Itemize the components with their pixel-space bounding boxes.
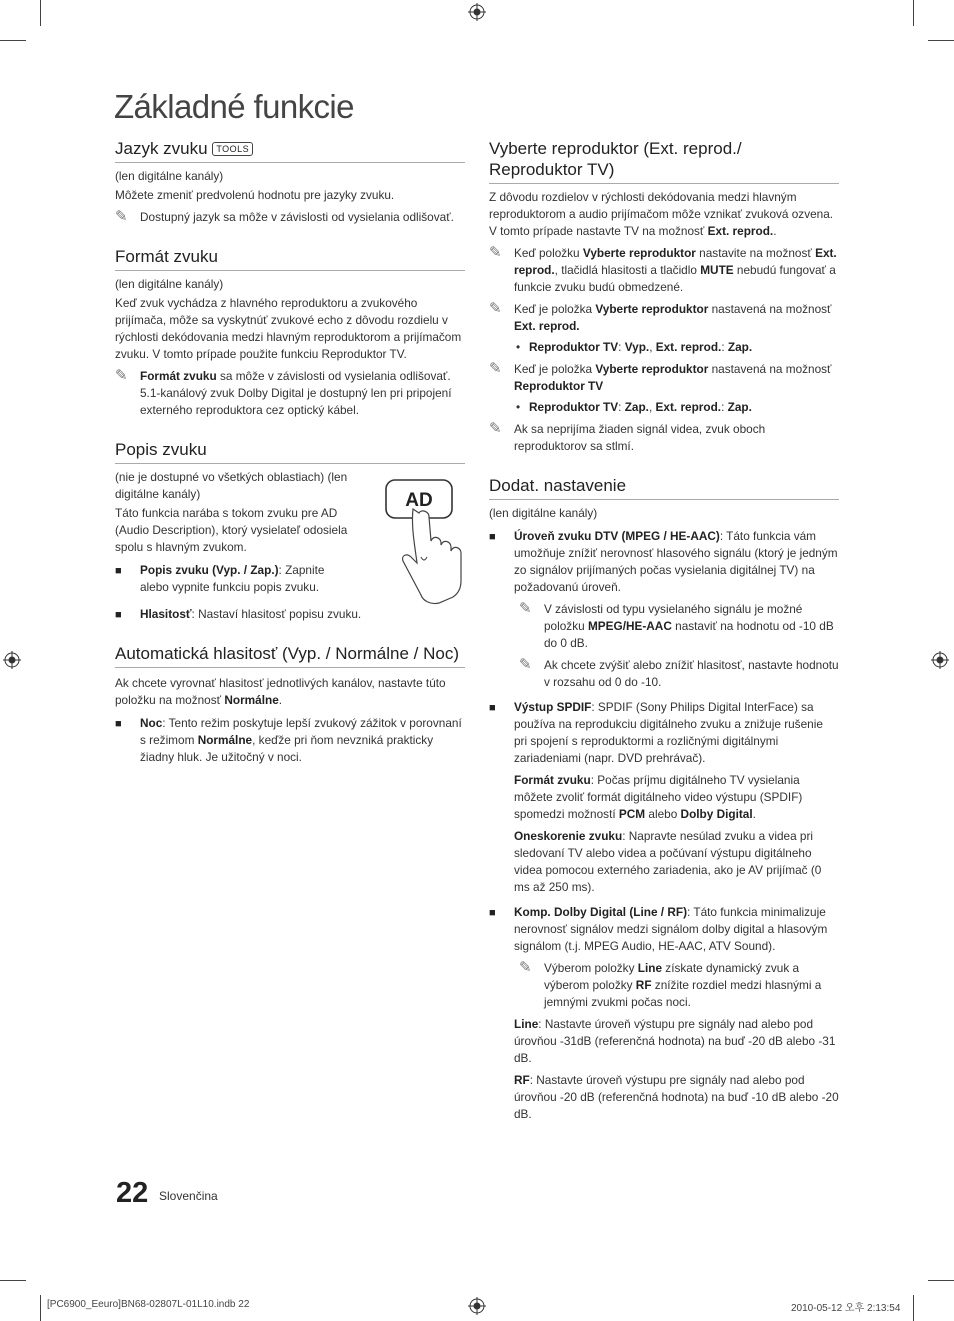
note: ✎ Výberom položky Line získate dynamický zvuk a výberom položky RF znížite rozdiel medzi hlasnými a jemnými zvukmi počas noci. <box>519 959 822 1009</box>
crop-mark <box>928 40 954 41</box>
paragraph: (len digitálne kanály) <box>115 169 224 183</box>
note-icon: ✎ <box>115 208 128 225</box>
registration-mark-icon <box>468 1297 486 1315</box>
square-bullet-icon: ■ <box>489 531 496 543</box>
note-icon: ✎ <box>519 656 532 673</box>
square-bullet-icon: ■ <box>115 718 122 730</box>
registration-mark-icon <box>931 651 949 669</box>
paragraph: Z dôvodu rozdielov v rýchlosti dekódovania medzi hlavným reproduktorom a audio prijímačom môže vznikať zvuková ozvena. V tomto prípade nastavte TV na možnosť Ext. reprod.. <box>489 190 834 238</box>
note: ✎ Keď je položka Vyberte reproduktor nastavená na možnosť Reproduktor TV <box>489 360 832 393</box>
crop-mark <box>913 0 914 26</box>
paragraph: RF: Nastavte úroveň výstupu pre signály nad alebo pod úrovňou -20 dB (referenčná hodnota) na buď -10 dB alebo -20 dB. <box>514 1073 839 1121</box>
section-jazyk-zvuku <box>115 138 465 226</box>
bullet-item: • Reproduktor TV: Vyp., Ext. reprod.: Zap. <box>516 340 753 354</box>
paragraph: Keď zvuk vychádza z hlavného reproduktoru a zvukového prijímača, môže sa vyskytnúť zvukové echo z dôvodu rozdielu v rýchlosti dekódovania medzi hlavným reproduktorom a prijímačom zvuku. V tomto prípade použite funkciu Reproduktor TV. <box>115 296 462 361</box>
note: ✎ Keď položku Vyberte reproduktor nastavite na možnosť Ext. reprod., tlačidlá hlasitosti a tlačidlo MUTE nebudú fungovať a funkcie zvuku budú obmedzené. <box>489 244 837 294</box>
square-bullet-icon: ■ <box>115 565 122 577</box>
page-title: Základné funkcie <box>114 88 354 125</box>
section-heading: Dodat. nastavenie <box>489 475 839 500</box>
note-icon: ✎ <box>489 360 502 377</box>
section-heading: Formát zvuku <box>115 246 465 271</box>
note-icon: ✎ <box>115 367 128 384</box>
crop-mark <box>928 1280 954 1281</box>
print-slug-right: 2010-05-12 오후 2:13:54 <box>791 1303 901 1314</box>
paragraph: (len digitálne kanály) <box>115 277 224 291</box>
section-heading: Popis zvuku <box>115 439 465 464</box>
print-slug-left: [PC6900_Eeuro]BN68-02807L-01L10.indb 22 <box>47 1299 250 1310</box>
crop-mark <box>0 1280 26 1281</box>
note: ✎ Dostupný jazyk sa môže v závislosti od vysielania odlišovať. <box>115 208 454 225</box>
ad-remote-button-icon <box>383 477 465 607</box>
section-automaticka-hlasitost <box>115 643 465 766</box>
square-bullet-icon: ■ <box>115 609 122 621</box>
paragraph: (len digitálne kanály) <box>489 506 598 520</box>
list-item: ■ Hlasitosť: Nastaví hlasitosť popisu zvuku. <box>115 606 465 623</box>
section-format-zvuku <box>115 246 465 419</box>
paragraph: Môžete zmeniť predvolenú hodnotu pre jazyky zvuku. <box>115 188 395 202</box>
section-heading: Jazyk zvuku TOOLS <box>115 138 465 163</box>
list-item: ■ Popis zvuku (Vyp. / Zap.): Zapnite alebo vypnite funkciu popis zvuku. <box>115 563 325 594</box>
section-vyberte-reproduktor <box>489 138 839 455</box>
square-bullet-icon: ■ <box>489 702 496 714</box>
left-column <box>115 138 465 786</box>
note: ✎ Keď je položka Vyberte reproduktor nastavená na možnosť Ext. reprod. <box>489 300 832 333</box>
note-icon: ✎ <box>519 959 532 976</box>
square-bullet-icon: ■ <box>489 907 496 919</box>
page-number: 22 <box>116 1177 149 1209</box>
registration-mark-icon <box>3 651 21 669</box>
crop-mark <box>0 40 26 41</box>
section-dodat-nastavenie <box>489 475 839 1123</box>
registration-mark-icon <box>468 3 486 21</box>
note: ✎ V závislosti od typu vysielaného signálu je možné položku MPEG/HE-AAC nastaviť na hodnotu od -10 dB do 0 dB. <box>519 600 834 650</box>
ad-label: AD <box>405 490 433 511</box>
crop-mark <box>913 1295 914 1321</box>
note-icon: ✎ <box>489 420 502 437</box>
note: ✎ Formát zvuku sa môže v závislosti od vysielania odlišovať. 5.1-kanálový zvuk Dolby Digital je dostupný len pri pripojení externého reproduktora cez optický kábel. <box>115 367 452 417</box>
tools-badge: TOOLS <box>212 142 253 156</box>
crop-mark <box>40 1295 41 1321</box>
list-item: ■ Noc: Tento režim poskytuje lepší zvukový zážitok v porovnaní s režimom Normálne, keďže pri ňom nevzniká prakticky žiadny hluk. Je užitočný v noci. <box>115 716 462 764</box>
list-item: ■ Úroveň zvuku DTV (MPEG / HE-AAC): Táto funkcia vám umožňuje znížiť nerovnosť hlasového signálu (ktorý je jedným zo signálov prijímaných počas vysielania digitálnej TV) na požadovanú úroveň. <box>489 529 838 594</box>
paragraph: Ak chcete vyrovnať hlasitosť jednotlivých kanálov, nastavte túto položku na možnosť Normálne. <box>115 676 446 707</box>
paragraph: Táto funkcia narába s tokom zvuku pre AD (Audio Description), ktorý vysielateľ odosiela spolu s hlavným zvukom. <box>115 506 348 554</box>
paragraph: Oneskorenie zvuku: Napravte nesúlad zvuku a videa pri sledovaní TV alebo videa a počúvaní výstupu digitálneho videa pomocou externého zariadenia, ako je AV prijímač (0 ms až 250 ms). <box>514 829 822 894</box>
note: ✎ Ak chcete zvýšiť alebo znížiť hlasitosť, nastavte hodnotu v rozsahu od 0 do -10. <box>519 656 839 689</box>
list-item: ■ Komp. Dolby Digital (Line / RF): Táto funkcia minimalizuje nerovnosť signálov medzi signálom dolby digital a hlasovým signálom (t.j. MPEG Audio, HE-AAC, ATV Sound). <box>489 905 828 953</box>
paragraph: Line: Nastavte úroveň výstupu pre signály nad alebo pod úrovňou -31dB (referenčná hodnota) na buď -20 dB alebo -31 dB. <box>514 1017 836 1065</box>
list-item: ■ Výstup SPDIF: SPDIF (Sony Philips Digital InterFace) sa používa na reprodukciu digitálneho zvuku a znižuje rušenie pri spojení s reproduktormi a rozličnými digitálnymi zariadeniami (napr. DVD prehrávač). <box>489 700 823 765</box>
section-heading: Automatická hlasitosť (Vyp. / Normálne / Noc) <box>115 643 465 668</box>
paragraph: (nie je dostupné vo všetkých oblastiach) (len digitálne kanály) <box>115 470 348 501</box>
note: ✎ Ak sa neprijíma žiaden signál videa, zvuk oboch reproduktorov sa stlmí. <box>489 420 766 453</box>
bullet-item: • Reproduktor TV: Zap., Ext. reprod.: Zap. <box>516 400 752 414</box>
paragraph: Formát zvuku: Počas príjmu digitálneho TV vysielania môžete zvoliť formát digitálneho video výstupu (SPDIF) spomedzi možností PCM alebo Dolby Digital. <box>514 773 803 821</box>
section-heading: Vyberte reproduktor (Ext. reprod./ Reproduktor TV) <box>489 138 839 184</box>
right-column <box>489 138 839 1143</box>
language-label: Slovenčina <box>159 1189 218 1203</box>
note-icon: ✎ <box>519 600 532 617</box>
note-icon: ✎ <box>489 300 502 317</box>
crop-mark <box>40 0 41 26</box>
section-popis-zvuku <box>115 439 465 623</box>
note-icon: ✎ <box>489 244 502 261</box>
